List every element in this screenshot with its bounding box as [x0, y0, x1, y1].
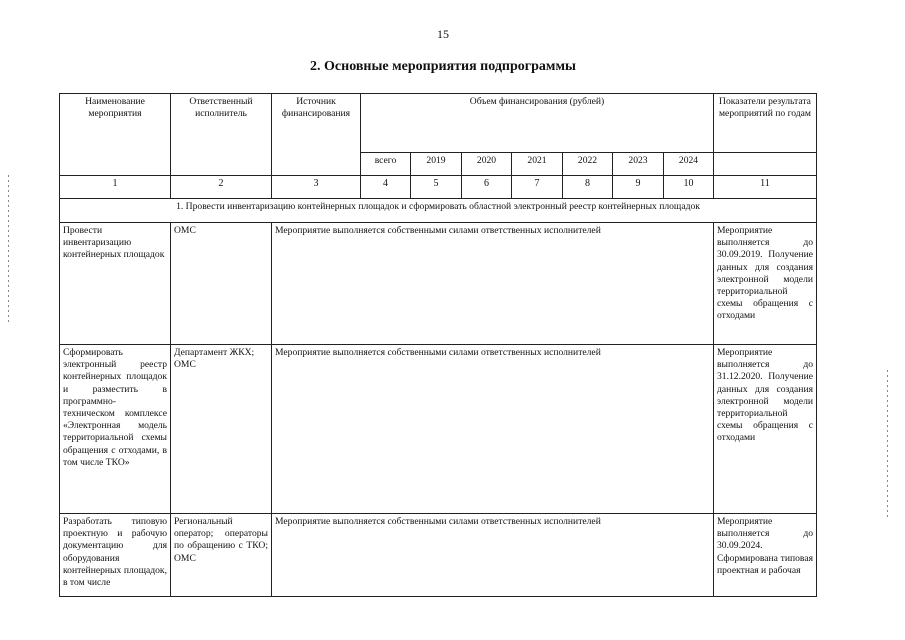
column-number: 1 [60, 176, 171, 199]
header-source: Источник финансирования [272, 94, 361, 176]
column-number: 9 [613, 176, 664, 199]
header-executor: Ответственный исполнитель [171, 94, 272, 176]
measure-executor: Региональный оператор; операторы по обращению с ТКО; ОМС [171, 514, 272, 597]
column-number: 10 [664, 176, 714, 199]
measure-funding-note: Мероприятие выполняется собственными силами ответственных исполнителей [272, 345, 714, 514]
measure-name: Сформировать электронный реестр контейнерных площадок и разместить в программно-техническом комплексе «Электронная модель территориальной схемы обращения с отходами, в том числе ТКО» [60, 345, 171, 514]
header-indicators: Показатели результата мероприятий по годам [714, 94, 817, 153]
column-number: 6 [462, 176, 512, 199]
year-2020: 2020 [462, 153, 512, 176]
year-2021: 2021 [512, 153, 563, 176]
column-number: 2 [171, 176, 272, 199]
table-row [60, 345, 817, 514]
measure-name: Разработать типовую проектную и рабочую документацию для оборудования контейнерных площадок, в том числе [60, 514, 171, 597]
measure-indicator: Мероприятие выполняется до 30.09.2019. Получение данных для создания электронной модели территориальной схемы обращения с отходами [714, 223, 817, 345]
column-number: 4 [361, 176, 411, 199]
measures-table [59, 93, 817, 597]
section-title: 2. Основные мероприятия подпрограммы [310, 59, 576, 74]
year-2022: 2022 [563, 153, 613, 176]
measure-indicator: Мероприятие выполняется до 31.12.2020. Получение данных для создания электронной модели территориальной схемы обращения с отходами [714, 345, 817, 514]
year-total: всего [361, 153, 411, 176]
year-2019: 2019 [411, 153, 462, 176]
measure-executor: ОМС [171, 223, 272, 345]
measure-funding-note: Мероприятие выполняется собственными силами ответственных исполнителей [272, 514, 714, 597]
column-number: 5 [411, 176, 462, 199]
measure-executor: Департамент ЖКХ; ОМС [171, 345, 272, 514]
column-number: 8 [563, 176, 613, 199]
section-heading: 1. Провести инвентаризацию контейнерных площадок и сформировать областной электронный реестр контейнерных площадок [60, 199, 817, 223]
table-row [60, 223, 817, 345]
column-number: 3 [272, 176, 361, 199]
year-2024: 2024 [664, 153, 714, 176]
table-row [60, 514, 817, 597]
header-name: Наименование мероприятия [60, 94, 171, 176]
year-empty-cell [714, 153, 817, 176]
measure-name: Провести инвентаризацию контейнерных площадок [60, 223, 171, 345]
year-2023: 2023 [613, 153, 664, 176]
column-number: 11 [714, 176, 817, 199]
scan-edge-mark-left [8, 175, 9, 325]
scan-edge-mark-right [887, 370, 888, 520]
header-funding: Объем финансирования (рублей) [361, 94, 714, 153]
measure-indicator: Мероприятие выполняется до 30.09.2024. Сформирована типовая проектная и рабочая [714, 514, 817, 597]
page-number: 15 [437, 27, 449, 41]
measure-funding-note: Мероприятие выполняется собственными силами ответственных исполнителей [272, 223, 714, 345]
column-number: 7 [512, 176, 563, 199]
